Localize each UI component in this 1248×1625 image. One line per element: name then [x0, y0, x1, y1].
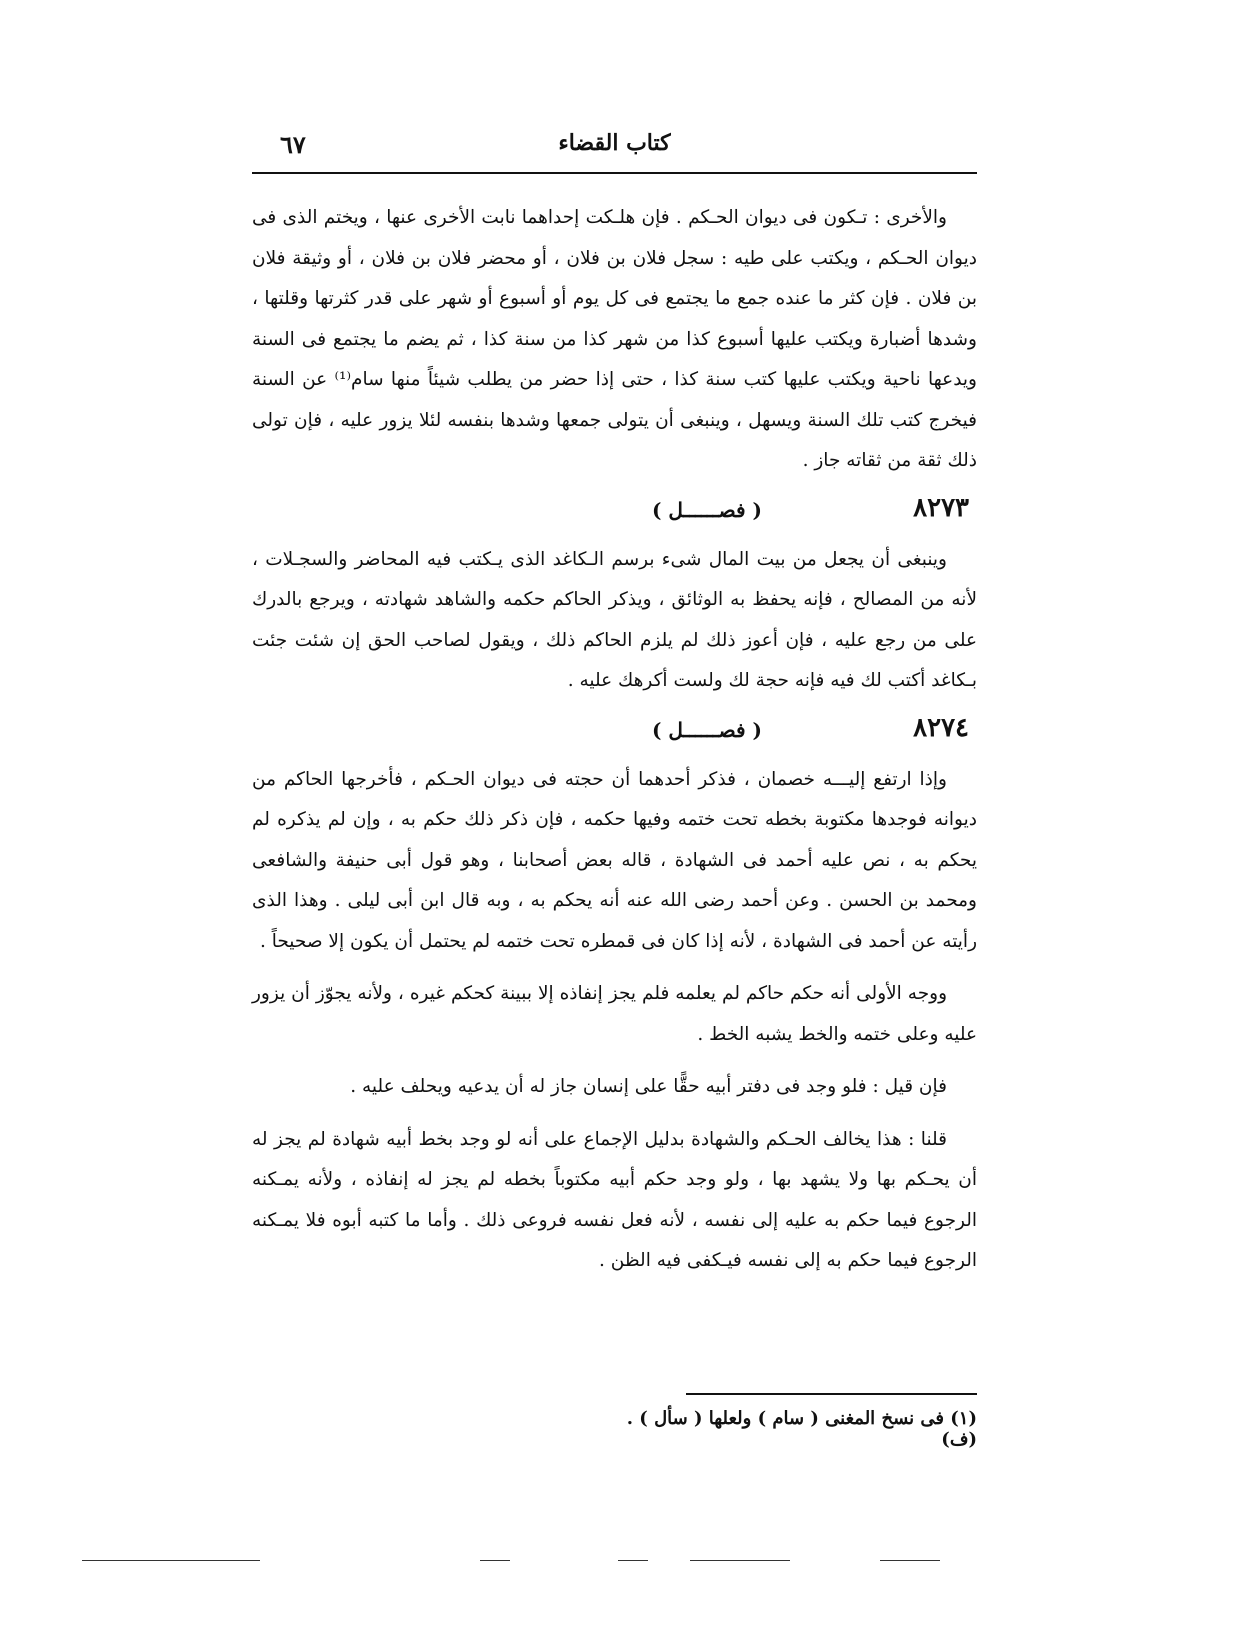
page-number: ٦٧ — [280, 130, 306, 159]
scan-mark — [690, 1560, 790, 1561]
scan-edge-marks — [0, 1560, 1248, 1564]
header-rule — [252, 172, 977, 174]
paragraph: ووجه الأولى أنه حكم حاكم لم يعلمه فلم يجز إنفاذه إلا ببينة كحكم غيره ، ولأنه يجوّز أن يزور عليه وعلى ختمه والخط يشبه الخط . — [252, 983, 977, 1045]
section-number: ٨٢٧٤ — [913, 712, 969, 743]
section-label: ( فصــــــل ) — [651, 717, 762, 742]
section-number: ٨٢٧٣ — [913, 492, 969, 523]
scan-mark — [618, 1560, 648, 1561]
section-heading — [252, 708, 977, 758]
paragraph: وإذا ارتفع إليـــه خصمان ، فذكر أحدهما أن حجته فى ديوان الحـكم ، فأخرجها الحاكم من ديوانه فوجدها مكتوبة بخطه تحت ختمه وفيها حكمه ، فإن ذكر ذلك حكم به ، وإن لم يذكره لم يحكم به ، نص عليه أحمد فى الشهادة ، قاله بعض أصحابنا ، وهو قول أبى حنيفة والشافعى ومحمد بن الحسن . وعن أحمد رضى الله عنه أنه يحكم به ، وبه قال ابن أبى ليلى . وهذا الذى رأيته عن أحمد فى الشهادة ، لأنه إذا كان فى قمطره تحت ختمه لم يحتمل أن يكون إلا صحيحاً . — [252, 768, 977, 952]
scan-mark — [82, 1560, 260, 1561]
section-heading — [252, 488, 977, 538]
scan-mark — [880, 1560, 940, 1561]
running-header — [252, 128, 977, 168]
running-title: كتاب القضاء — [558, 130, 671, 156]
scan-mark — [480, 1560, 510, 1561]
paragraph: قلنا : هذا يخالف الحـكم والشهادة بدليل الإجماع على أنه لو وجد بخط أبيه شهادة لم يجز له أن يحـكم بها ولا يشهد بها ، ولو وجد حكم أبيه مكتوباً بخطه لم يجز له إنفاذه ، ولأنه يمـكنه الرجوع فيما حكم به عليه إلى نفسه ، لأنه فعل نفسه فروعى ذلك . وأما ما كتبه أبوه فلا يمـكنه الرجوع فيما حكم به إلى نفسه فيـكفى فيه الظن . — [252, 1128, 977, 1271]
main-text — [252, 198, 977, 1282]
paragraph: فإن قيل : فلو وجد فى دفتر أبيه حقًّا على إنسان جاز له أن يدعيه ويحلف عليه . — [350, 1076, 947, 1097]
footnote-rule — [686, 1393, 977, 1395]
section-label: ( فصــــــل ) — [651, 497, 762, 522]
footnote: (١) فى نسخ المغنى ( سام ) ولعلها ( سأل ) . (ف) — [626, 1408, 977, 1450]
paragraph: وينبغى أن يجعل من بيت المال شىء برسم الـكاغد الذى يـكتب فيه المحاضر والسجـلات ، لأنه من المصالح ، فإنه يحفظ به الوثائق ، ويذكر الحاكم حكمه والشاهد شهادته ، ويرجع بالدرك على من رجع عليه ، فإن أعوز ذلك لم يلزم الحاكم ذلك ، ويقول لصاحب الحق إن شئت جئت بـكاغد أكتب لك فيه فإنه حجة لك ولست أكرهك عليه . — [252, 548, 977, 691]
paragraph: والأخرى : تـكون فى ديوان الحـكم . فإن هلـكت إحداهما نابت الأخرى عنها ، ويختم الذى فى ديوان الحـكم ، ويكتب على طيه : سجل فلان بن فلان ، أو محضر فلان بن فلان ، أو وثيقة فلان بن فلان . فإن كثر ما عنده جمع ما يجتمع فى كل يوم أو أسبوع أو شهر على قدر كثرتها وقلتها ، وشدها أضبارة ويكتب عليها أسبوع كذا من شهر كذا من سنة كذا ، ثم يضم ما يجتمع فى السنة ويدعها ناحية ويكتب عليها كتب سنة كذا ، حتى إذا حضر من يطلب شيئاً منها سام⁽¹⁾ عن السنة فيخرج كتب تلك السنة ويسهل ، وينبغى أن يتولى جمعها وشدها بنفسه لئلا يزور عليه ، فإن تولى ذلك ثقة من ثقاته جاز . — [252, 207, 977, 471]
